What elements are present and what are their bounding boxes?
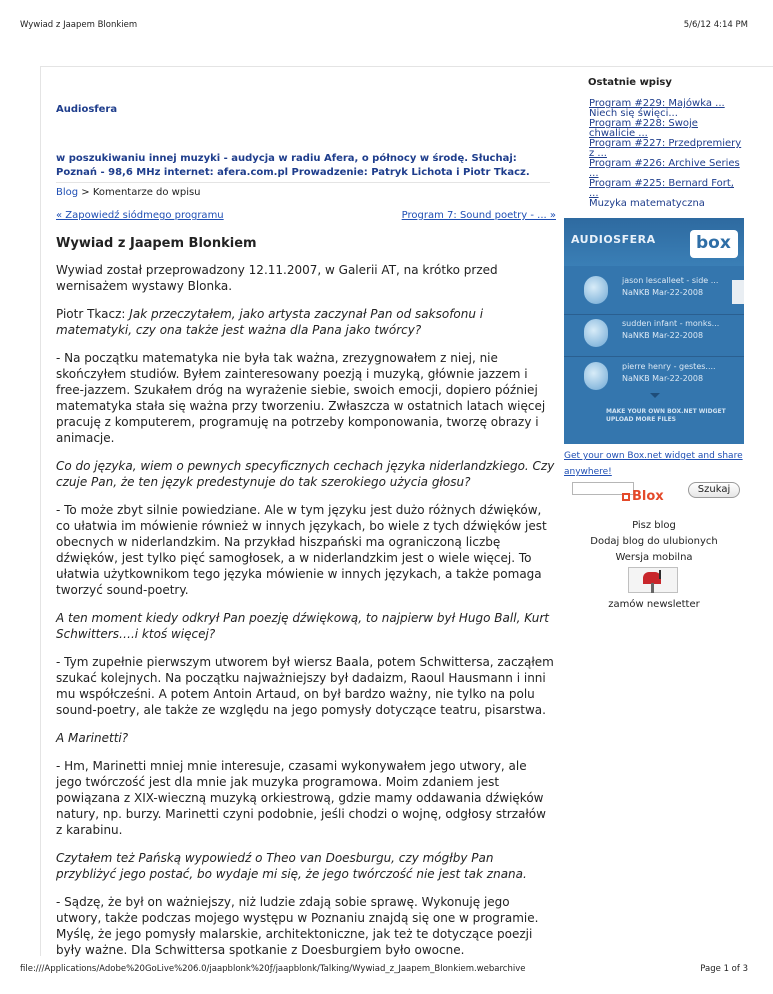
print-file-path: file:///Applications/Adobe%20GoLive%206.0/jaapblonk%20ƒ/jaapblonk/Talking/Wywiad_z_Jaapem_Blonkiem.webarchive bbox=[20, 964, 526, 974]
print-footer bbox=[20, 964, 748, 976]
write-blog-link[interactable]: Pisz blog bbox=[632, 520, 676, 531]
box-logo-text: box bbox=[696, 233, 731, 253]
upload-files-link[interactable]: UPLOAD MORE FILES bbox=[606, 416, 676, 423]
print-date: 5/6/12 4:14 PM bbox=[683, 20, 748, 30]
blog-links bbox=[564, 518, 744, 566]
breadcrumb-blog-link[interactable]: Blog bbox=[56, 187, 79, 198]
main-column bbox=[56, 66, 556, 957]
recent-post-link[interactable]: Niech się święci... bbox=[589, 108, 678, 119]
article-body bbox=[56, 262, 556, 958]
widget-track[interactable] bbox=[564, 356, 744, 398]
question-text: Jak przeczytałem, jako artysta zaczynał Pan od saksofonu i matematyki, czy ona także jest ważna dla Pana jako twórcy? bbox=[56, 307, 484, 337]
print-page-number: Page 1 of 3 bbox=[700, 964, 748, 974]
audio-file-icon bbox=[584, 276, 608, 304]
recent-post-link[interactable]: Program #225: Bernard Fort, ... bbox=[589, 178, 734, 199]
recent-post-link[interactable]: Muzyka matematyczna bbox=[589, 198, 705, 209]
article-question: A ten moment kiedy odkrył Pan poezję dźwiękową, to najpierw był Hugo Ball, Kurt Schwitters….i ktoś więcej? bbox=[56, 611, 549, 641]
article-paragraph: Wywiad został przeprowadzony 12.11.2007, w Galerii AT, na krótko przed wernisażem wystawy Blonka. bbox=[56, 263, 498, 293]
audio-file-icon bbox=[584, 362, 608, 390]
mailbox-icon[interactable] bbox=[628, 567, 678, 593]
widget-track[interactable] bbox=[564, 270, 744, 312]
recent-post-link[interactable]: Program #226: Archive Series ... bbox=[589, 158, 740, 179]
track-meta: NaNKB Mar-22-2008 bbox=[622, 374, 704, 383]
box-logo bbox=[690, 230, 738, 258]
article-question: A Marinetti? bbox=[56, 731, 129, 745]
sidebar bbox=[564, 66, 744, 946]
track-name: jason lescalleet - side ... bbox=[622, 276, 719, 285]
track-meta: NaNKB Mar-22-2008 bbox=[622, 288, 704, 297]
mailbox-flag bbox=[659, 570, 661, 579]
blox-logo-mark bbox=[622, 493, 630, 501]
chevron-down-icon[interactable] bbox=[650, 393, 660, 398]
speaker-name: Piotr Tkacz: bbox=[56, 307, 126, 321]
previous-post-link[interactable]: « Zapowiedź siódmego programu bbox=[56, 210, 224, 221]
track-name: sudden infant - monks... bbox=[622, 319, 720, 328]
article-answer: - Tym zupełnie pierwszym utworem był wiersz Baala, potem Schwittersa, zacząłem szukać kolejnych. Na początku najważniejszy był dadaizm, Raoul Hausmann i inni mu współcześni. A potem Antoin Artaud, on był bardzo ważny, nie tylko na polu sound-poetry, ale także ze względu na jego pomysły dotyczące teatru, pisarstwa. bbox=[56, 655, 554, 717]
article-answer: - Hm, Marinetti mniej mnie interesuje, czasami wykonywałem jego utwory, ale jego twórczość jest dla mnie jak muzyka programowa. Moim zdaniem jest powiązana z XIX-wieczną muzyką orkiestrową, gdzie mamy oddawania dźwięków natury, np. burzy. Marinetti czyni podobnie, jeśli chodzi o wojnę, odgłosy strzałów z karabinu. bbox=[56, 759, 546, 837]
site-description: w poszukiwaniu innej muzyki - audycja w radiu Afera, o północy w środę. Słuchaj: Poznań - 98,6 MHz internet: afera.com.pl Prowadzenie: Patryk Lichota i Piotr Tkacz. bbox=[56, 152, 550, 183]
breadcrumb-current: Komentarze do wpisu bbox=[92, 187, 201, 198]
widget-title: AUDIOSFERA bbox=[571, 233, 656, 246]
recent-posts-heading: Ostatnie wpisy bbox=[588, 77, 672, 88]
article-answer: - Sądzę, że był on ważniejszy, niż ludzie zdają sobie sprawę. Wykonuję jego utwory, także podczas mojego występu w Poznaniu znajdą się one w programie. Myślę, że jego pomysły malarskie, architektoniczne, jak też te dotyczące poezji były ważne. Dla Schwittersa spotkanie z Doesburgiem było owocne. bbox=[56, 895, 539, 957]
blog-search bbox=[572, 480, 744, 510]
track-name: pierre henry - gestes.... bbox=[622, 362, 716, 371]
boxnet-share-link[interactable]: Get your own Box.net widget and share anywhere! bbox=[564, 451, 743, 477]
make-widget-link[interactable]: MAKE YOUR OWN BOX.NET WIDGET bbox=[606, 408, 726, 415]
boxnet-widget[interactable] bbox=[564, 218, 744, 444]
next-post-link[interactable]: Program 7: Sound poetry - ... » bbox=[401, 210, 556, 221]
search-button[interactable]: Szukaj bbox=[688, 482, 740, 498]
print-header bbox=[20, 20, 748, 32]
mobile-version-link[interactable]: Wersja mobilna bbox=[615, 552, 693, 563]
article-answer: - Na początku matematyka nie była tak ważna, zrezygnowałem z niej, nie skończyłem studiów. Byłem zainteresowany poezją i muzyką, głównie jazzem i free-jazzem. Szukałem dróg na wyrażenie siebie, swoich emocji, dopiero później matematyka stała się ważna przy tworzeniu. Zwłaszcza w ostatnich latach więcej pracuję z komputerem, programuję na potrzeby komponowania, tworzę obrazy i animacje. bbox=[56, 351, 546, 445]
recent-post-link[interactable]: Program #229: Majówka ... bbox=[589, 98, 725, 109]
article-question: Czytałem też Pańską wypowiedź o Theo van Doesburgu, czy mógłby Pan przybliżyć jego postać, bo wydaje mi się, że jego twórczość nie jest tak znana. bbox=[56, 851, 527, 881]
widget-track[interactable] bbox=[564, 313, 744, 355]
add-to-favorites-link[interactable]: Dodaj blog do ulubionych bbox=[590, 536, 718, 547]
newsletter-link[interactable]: zamów newsletter bbox=[608, 599, 700, 610]
mailbox-post bbox=[651, 583, 654, 593]
track-meta: NaNKB Mar-22-2008 bbox=[622, 331, 704, 340]
site-name-link[interactable]: Audiosfera bbox=[56, 104, 118, 115]
blox-logo-text: Blox bbox=[632, 489, 664, 504]
breadcrumb bbox=[56, 187, 201, 198]
article-question: Co do języka, wiem o pewnych specyficznych cechach języka niderlandzkiego. Czy czuje Pan, że ten język predestynuje do tak szerokiego użycia głosu? bbox=[56, 459, 555, 489]
print-page-title: Wywiad z Jaapem Blonkiem bbox=[20, 20, 138, 30]
article-question bbox=[56, 306, 556, 338]
recent-post-link[interactable]: Program #228: Swoje chwalicie ... bbox=[589, 118, 698, 139]
recent-posts-list bbox=[589, 99, 744, 209]
breadcrumb-separator: > bbox=[81, 187, 90, 198]
blox-logo bbox=[622, 489, 664, 504]
audio-file-icon bbox=[584, 319, 608, 347]
recent-post-link[interactable]: Program #227: Przedpremiery z ... bbox=[589, 138, 742, 159]
article-title: Wywiad z Jaapem Blonkiem bbox=[56, 236, 257, 251]
article-answer: - To może zbyt silnie powiedziane. Ale w tym języku jest dużo różnych dźwięków, co ułatwia im mówienie również w innych językach, bo wiele z tych dźwięków jest obecnych w niderlandzkim. Na przykład hiszpański ma ograniczoną liczbę dźwięków, jest tylko pięć samogłosek, a w niderlandzkim jest o wiele więcej. To ułatwia użytkownikom tego języka mówienie w innych językach, a także pomaga tworzyć sound-poetry. bbox=[56, 503, 547, 597]
